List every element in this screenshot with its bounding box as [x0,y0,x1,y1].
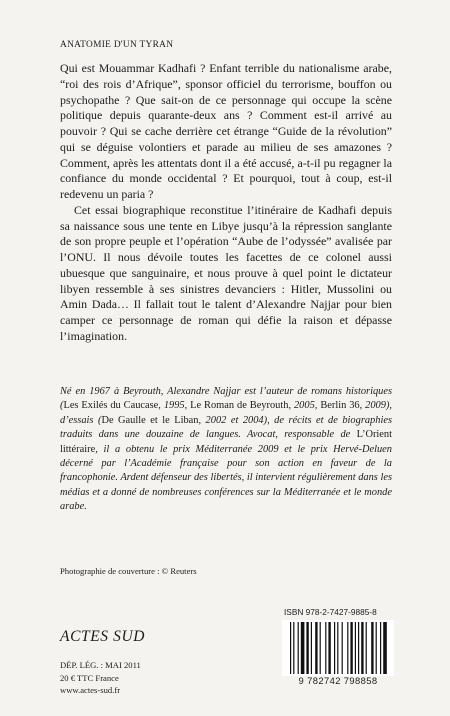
bio-text: , 2009), d’essais ( [60,400,393,426]
barcode-digits: 9 782742 798858 [298,675,378,686]
blurb-paragraph-1: Qui est Mouammar Kadhafi ? Enfant terrible du nationalisme arabe, “roi des rois d’Afrique”, sponsor officiel du terrorisme, bouffon ou psychopathe ? Que sait-on de ce personnage qui occupe la scène politique depuis quarante-deux ans ? Comment est-il arrivé au pouvoir ? Qui se cache derrière cet étrange “Guide de la révolution” qui se déguise volontiers et parade au milieu de ses amazones ? Comment, après les attentats dont il a été accusé, a-t-il pu regagner la confiance du monde occidental ? Et pourquoi, tout à coup, est-il redevenu un paria ? [60,61,392,201]
barcode-bar [315,622,317,674]
barcode-bar [328,622,330,674]
barcode-bar [320,622,321,674]
barcode-bar [293,622,294,674]
bio-book-title: De Gaulle et le Liban [101,414,199,426]
barcode-bar [301,622,305,674]
barcode-bar [298,622,299,674]
photo-credit: Photographie de couverture : © Reuters [60,566,197,576]
series-title: ANATOMIE D'UN TYRAN [60,40,174,50]
author-bio [60,385,392,515]
barcode [282,620,394,676]
barcode-bar [366,622,367,674]
publisher-url: www.actes-sud.fr [60,685,121,696]
barcode-bar [342,622,343,674]
bio-text: , 2002 et 2004), de récits et de biographies traduits dans une douzaine de langues. Avocat, responsable de [60,414,392,441]
author-bio-paragraph [60,385,392,515]
barcode-bar [383,622,387,674]
bio-text: Né en 1967 à Beyrouth, Alexandre Najjar est l’auteur de romans historiques ( [60,386,392,412]
barcode-bar [358,622,359,674]
isbn: ISBN 978-2-7427-9885-8 [284,607,377,617]
barcode-bar [350,622,352,674]
bio-text: , 2005, [288,400,321,412]
legal-deposit: DÉP. LÉG. : MAI 2011 [60,660,141,670]
blurb [60,61,392,345]
barcode-bar [347,622,348,674]
barcode-bar [290,622,291,674]
barcode-bar [371,622,373,674]
bio-book-title: Le Roman de Beyrouth [190,400,289,412]
bio-text: , il a obtenu le prix Méditerranée 2009 et le prix Hervé-Deluen décerné par l’Académie française pour son action en faveur de la francophonie. Ardent défenseur des libertés, il intervient régulièrement dans les médias et a donné de nombreuses conférences sur la Méditerranée et le monde arabe. [60,443,392,513]
publisher-logo: ACTES SUD [60,628,146,645]
blurb-paragraph-2: Cet essai biographique reconstitue l’itinéraire de Kadhafi depuis sa naissance sous une tente en Libye jusqu’à la répression sanglante de son propre peuple et l’opération “Aube de l’odyssée” avalisée par l’ONU. Il nous dévoile toutes les facettes de ce colonel aussi ubuesque que sanguinaire, et nous prouve à quel point le dictateur libyen ressemble à ses sinistres devanciers : Hitler, Mussolini ou Amin Dada… Il fallait tout le talent d’Alexandre Najjar pour bien camper ce personnage de roman qui défie la raison et dépasse l’imagination. [60,202,392,343]
barcode-bar [380,622,381,674]
legal-info [60,659,141,697]
barcode-icon [282,620,394,676]
barcode-bar [311,622,312,674]
barcode-bar [355,622,356,674]
bio-book-title: Les Exilés du Caucase [63,400,159,412]
barcode-bar [337,622,338,674]
bio-text: , 1995, [158,400,191,412]
price: 20 € TTC France [60,672,119,683]
bio-book-title: Berlin 36 [320,400,360,412]
barcode-bar [325,622,326,674]
bio-book-title: L’Orient littéraire [60,429,392,455]
barcode-bar [334,622,335,674]
barcode-bar [306,622,308,674]
barcode-bar [376,622,377,674]
barcode-bar [361,622,363,674]
